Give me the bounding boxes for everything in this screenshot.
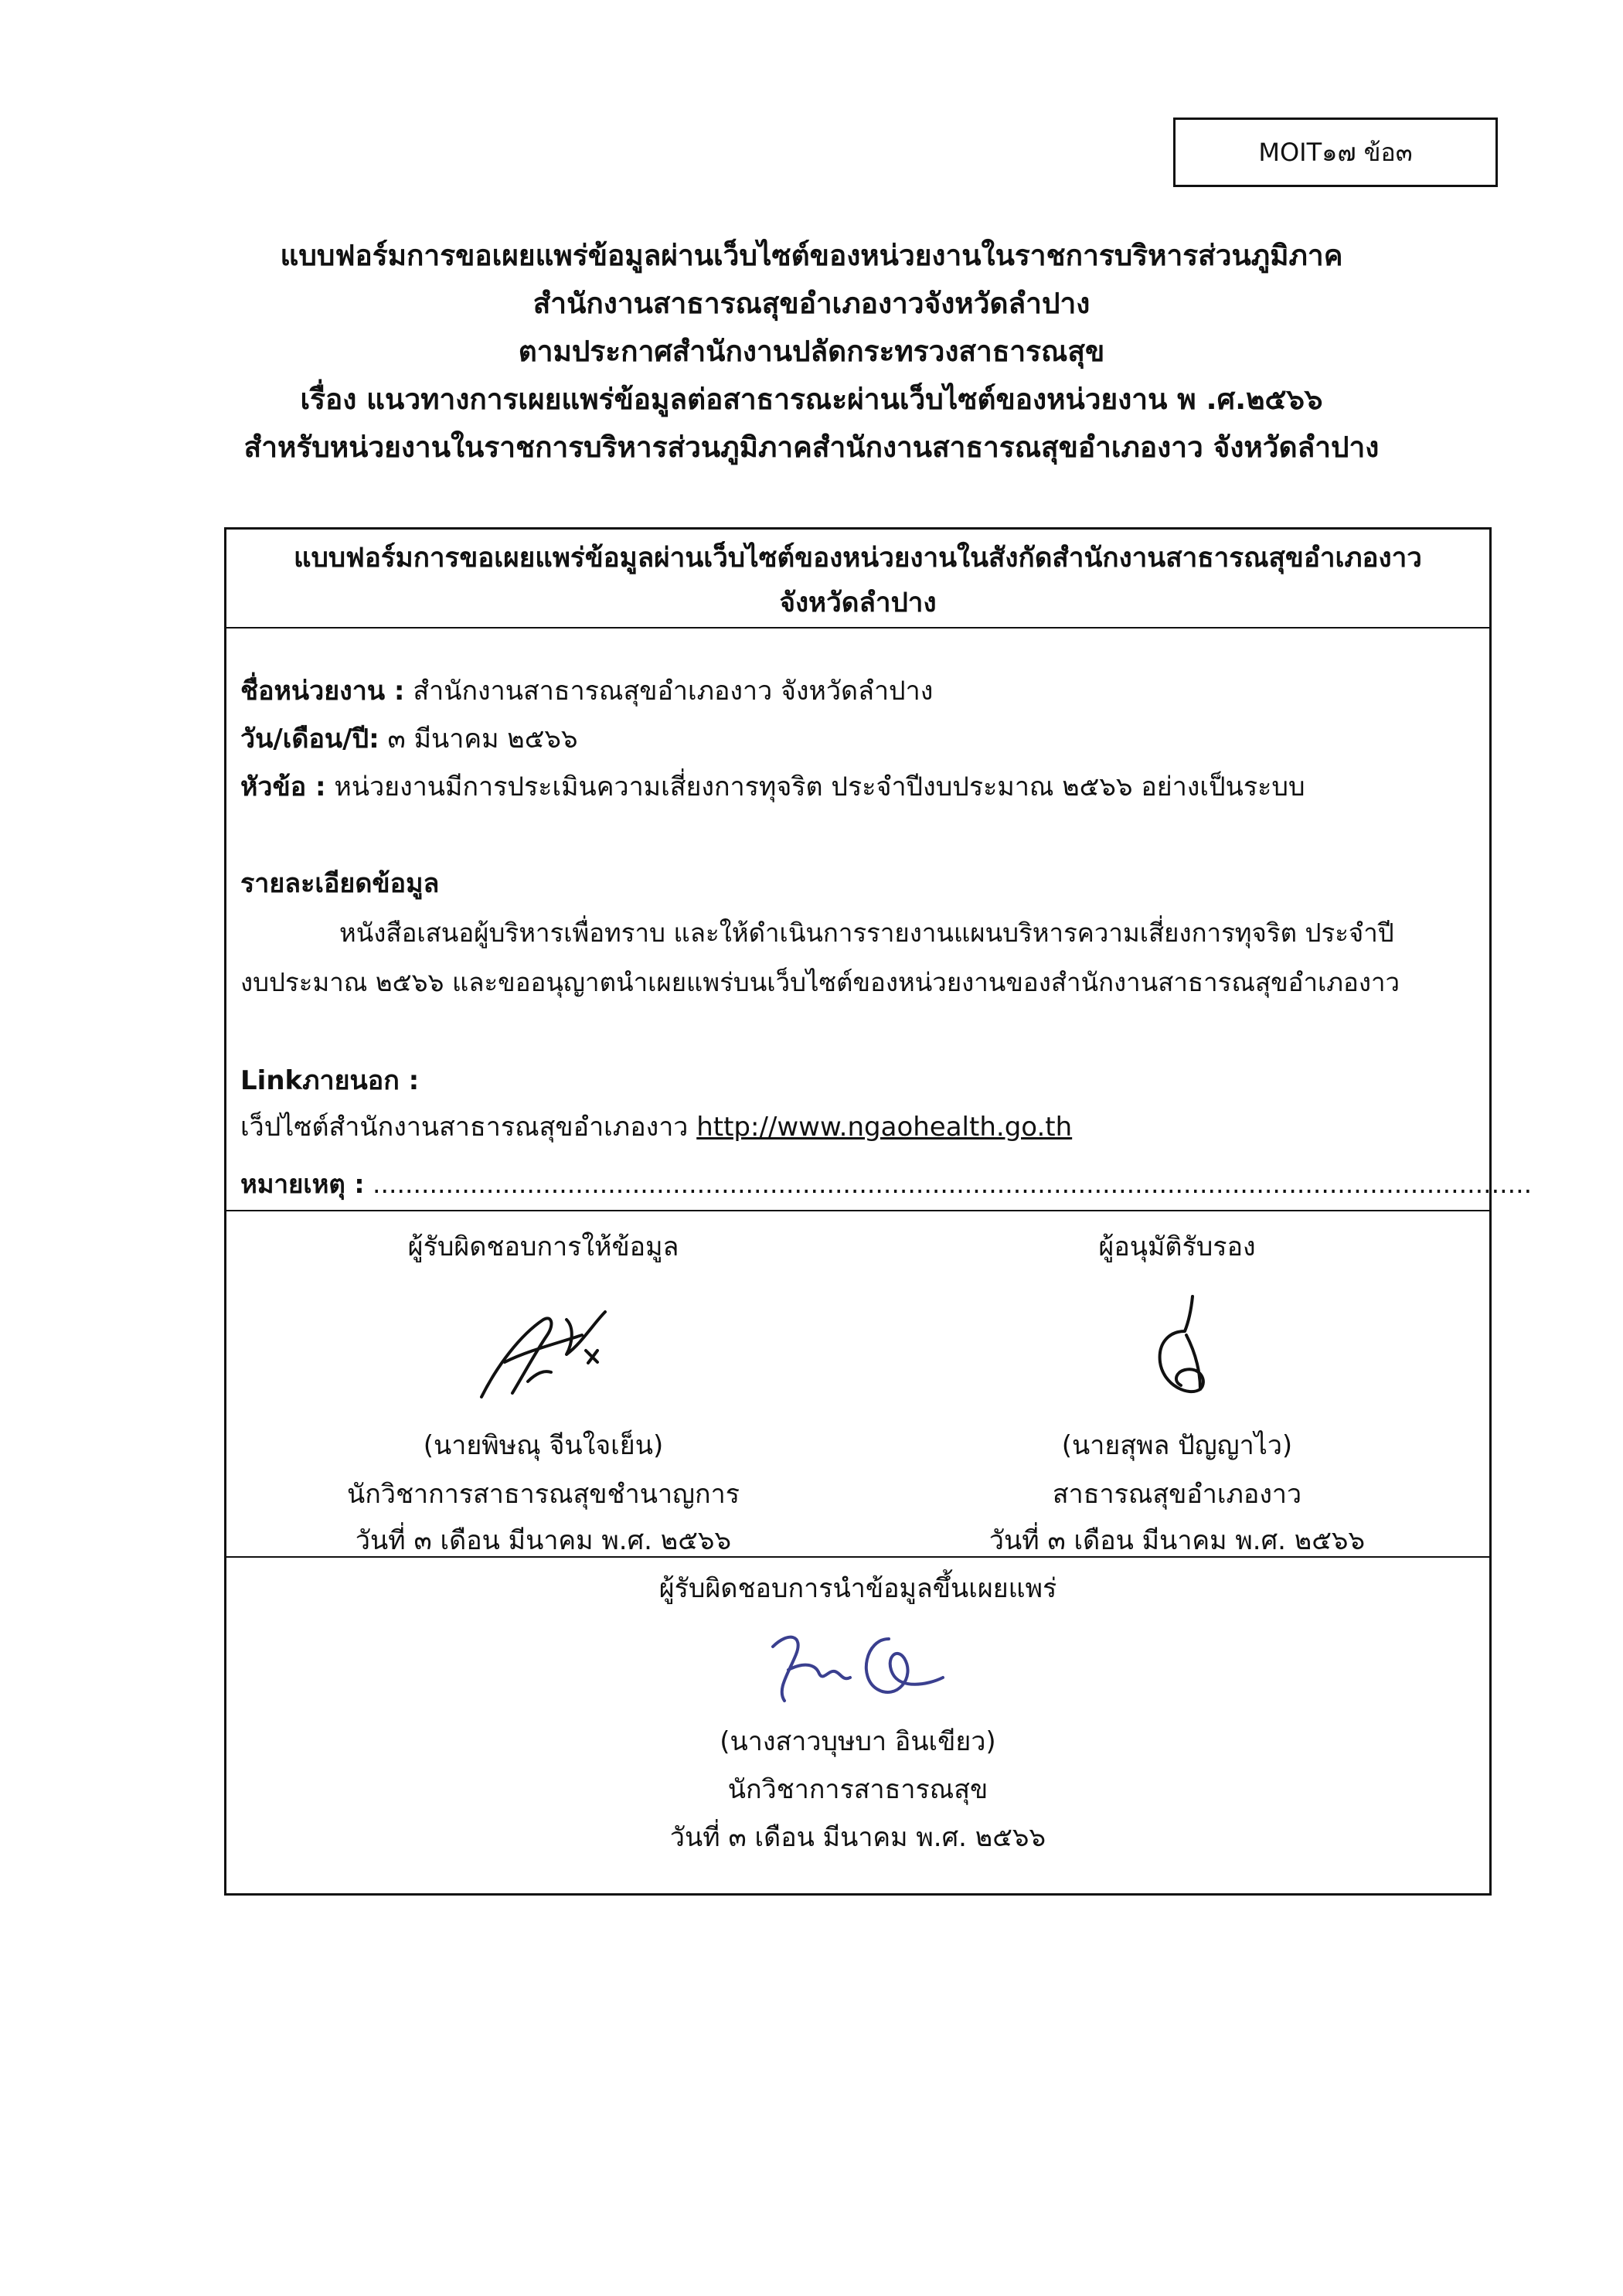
- unit-row: [240, 667, 1477, 715]
- form-title-line-1: แบบฟอร์มการขอเผยแพร่ข้อมูลผ่านเว็บไซต์ของหน่วยงานในสังกัดสำนักงานสาธารณสุขอำเภองาว: [294, 543, 1422, 574]
- publisher-signature-icon: [742, 1616, 974, 1716]
- document-code-box: [1173, 118, 1498, 187]
- detail-line-2: งบประมาณ ๒๕๖๖ และขออนุญาตนำเผยแพร่บนเว็บไซต์ของหน่วยงานของสำนักงานสาธารณสุขอำเภองาว: [240, 967, 1400, 997]
- date-label: วัน/เดือน/ปี:: [240, 724, 379, 755]
- detail-line-1: หนังสือเสนอผู้บริหารเพื่อทราบ และให้ดำเนินการรายงานแผนบริหารความเสี่ยงการทุจริต ประจำปี: [339, 918, 1394, 948]
- link-prefix: เว็ปไซต์สำนักงานสาธารณสุขอำเภองาว: [240, 1112, 689, 1143]
- note-label: หมายเหตุ :: [240, 1169, 365, 1199]
- header-line-2: สำนักงานสาธารณสุขอำเภองาวจังหวัดลำปาง: [532, 287, 1091, 320]
- approver-signature-icon: [1084, 1289, 1270, 1405]
- provider-signature-icon: [451, 1289, 636, 1405]
- document-header: [170, 232, 1453, 472]
- publisher-role: ผู้รับผิดชอบการนำข้อมูลขึ้นเผยแพร่: [658, 1573, 1057, 1604]
- unit-value: สำนักงานสาธารณสุขอำเภองาว จังหวัดลำปาง: [413, 676, 934, 707]
- date-value: ๓ มีนาคม ๒๕๖๖: [387, 724, 578, 755]
- provider-role: ผู้รับผิดชอบการให้ข้อมูล: [407, 1231, 679, 1262]
- form-frame: [224, 527, 1533, 1896]
- header-line-4: เรื่อง แนวทางการเผยแพร่ข้อมูลต่อสาธารณะผ่านเว็บไซต์ของหน่วยงาน พ .ศ.๒๕๖๖: [300, 383, 1323, 416]
- header-line-5: สำหรับหน่วยงานในราชการบริหารส่วนภูมิภาคสำนักงานสาธารณสุขอำเภองาว จังหวัดลำปาง: [243, 431, 1380, 464]
- publisher-date: วันที่ ๓ เดือน มีนาคม พ.ศ. ๒๕๖๖: [669, 1822, 1046, 1853]
- approver-position: สาธารณสุขอำเภองาว: [1052, 1479, 1302, 1510]
- topic-label: หัวข้อ :: [240, 772, 326, 802]
- provider-date: วันที่ ๓ เดือน มีนาคม พ.ศ. ๒๕๖๖: [355, 1525, 732, 1556]
- topic-row: [240, 763, 1477, 811]
- form-title-line-2: จังหวัดลำปาง: [779, 588, 937, 618]
- header-line-3: ตามประกาศสำนักงานปลัดกระทรวงสาธารณสุข: [518, 335, 1105, 368]
- external-link-title: Linkภายนอก :: [240, 1065, 420, 1096]
- publisher-name: (นางสาวบุษบา อินเขียว): [720, 1726, 996, 1757]
- approver-role: ผู้อนุมัติรับรอง: [1098, 1231, 1256, 1262]
- approver-name: (นายสุพล ปัญญาไว): [1061, 1430, 1293, 1461]
- header-line-1: แบบฟอร์มการขอเผยแพร่ข้อมูลผ่านเว็บไซต์ของหน่วยงานในราชการบริหารส่วนภูมิภาค: [280, 239, 1343, 272]
- external-link-line: [240, 1105, 1072, 1147]
- document-code: MOIT๑๗ ข้อ๓: [1258, 137, 1413, 167]
- approver-date: วันที่ ๓ เดือน มีนาคม พ.ศ. ๒๕๖๖: [988, 1525, 1366, 1556]
- note-row: [240, 1163, 1532, 1204]
- detail-title: รายละเอียดข้อมูล: [240, 868, 440, 899]
- note-dots: ...............................................................................................................................................: [373, 1169, 1533, 1199]
- signature-row: [226, 1210, 1489, 1558]
- detail-body: [240, 908, 1477, 1007]
- info-section: [240, 667, 1477, 811]
- provider-position: นักวิชาการสาธารณสุขชำนาญการ: [347, 1479, 740, 1510]
- publisher-position: นักวิชาการสาธารณสุข: [727, 1774, 988, 1805]
- unit-label: ชื่อหน่วยงาน :: [240, 676, 405, 707]
- website-link[interactable]: http://www.ngaohealth.go.th: [696, 1112, 1073, 1143]
- date-row: [240, 715, 1477, 763]
- topic-value: หน่วยงานมีการประเมินความเสี่ยงการทุจริต ประจำปีงบประมาณ ๒๕๖๖ อย่างเป็นระบบ: [334, 772, 1305, 802]
- form-title: [226, 530, 1489, 629]
- provider-name: (นายพิษณุ จีนใจเย็น): [423, 1430, 664, 1461]
